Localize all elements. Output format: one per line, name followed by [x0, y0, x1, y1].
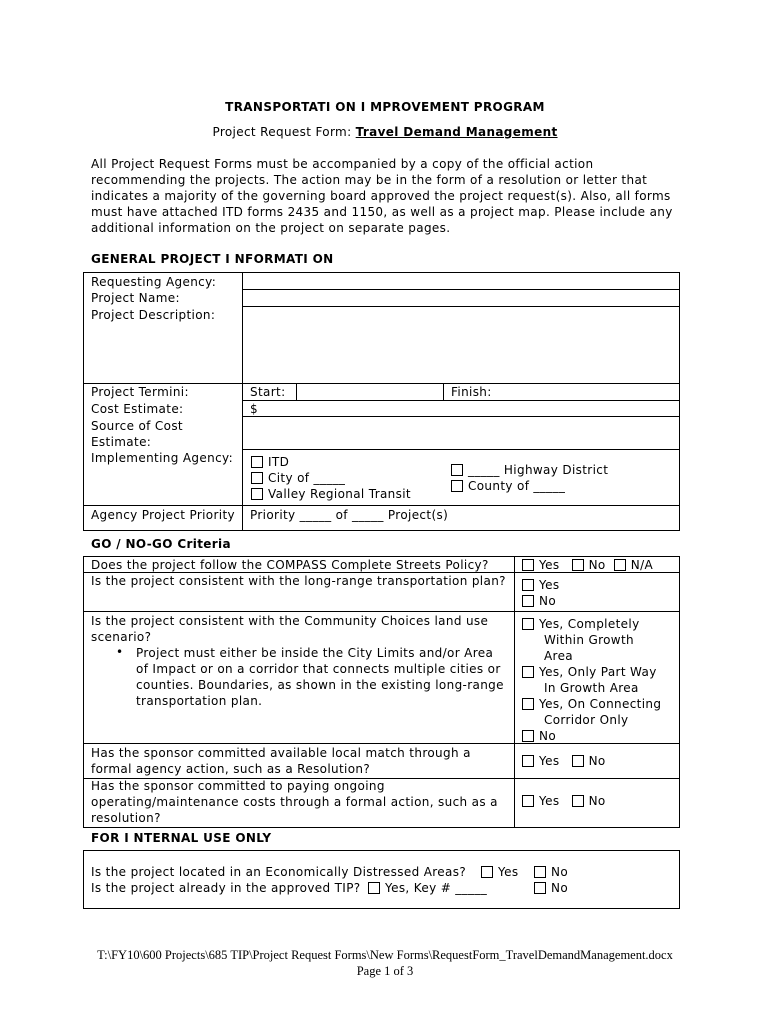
checkbox[interactable] — [251, 488, 263, 500]
gonogo-q3-options — [522, 616, 661, 744]
q3-option-2[interactable] — [522, 664, 661, 680]
finish-field[interactable] — [500, 385, 678, 399]
checkbox[interactable] — [522, 666, 534, 678]
project-name-label: Project Name: — [91, 291, 180, 305]
q1-yes-label: Yes — [539, 558, 560, 572]
checkbox[interactable] — [522, 730, 534, 742]
q4-yes-label: Yes — [539, 754, 560, 768]
checkbox[interactable] — [522, 595, 534, 607]
q4-line: formal agency action, such as a Resolution? — [91, 762, 371, 776]
bullet-icon: • — [116, 645, 124, 659]
q5-line: resolution? — [91, 811, 161, 825]
agency-priority-label: Agency Project Priority — [91, 508, 235, 522]
q3-bullet-line: of Impact or on a corridor that connects multiple cities or — [136, 662, 501, 676]
q3-option-1[interactable] — [522, 616, 661, 632]
implementing-options-left — [251, 454, 411, 502]
row-divider — [242, 400, 680, 401]
q3-option-text: In Growth Area — [544, 681, 639, 695]
row-divider — [83, 505, 680, 506]
q5-line: Has the sponsor committed to paying ongoing — [91, 779, 385, 793]
checkbox[interactable] — [534, 882, 546, 894]
gonogo-q1-options — [522, 558, 653, 572]
intro-line: must have attached ITD forms 2435 and 1150, as well as a project map. Please include any — [91, 205, 673, 219]
gonogo-q4-options — [522, 754, 606, 768]
q1-no-label: No — [588, 558, 606, 572]
impl-vrt-label: Valley Regional Transit — [268, 487, 411, 501]
cost-estimate-field[interactable]: $ — [250, 402, 258, 416]
checkbox[interactable] — [572, 755, 584, 767]
q3-option-text: Within Growth — [544, 633, 634, 647]
checkbox[interactable] — [368, 882, 380, 894]
requesting-agency-label: Requesting Agency: — [91, 275, 217, 289]
source-of-cost-field[interactable] — [244, 418, 678, 448]
q2-yes-option[interactable] — [522, 577, 559, 593]
q3-option-text: No — [539, 729, 557, 743]
project-name-field[interactable] — [244, 291, 678, 305]
termini-divider — [443, 383, 444, 400]
internal-use-box — [83, 850, 680, 909]
gonogo-q2: Is the project consistent with the long-range transportation plan? — [91, 574, 506, 588]
project-description-field[interactable] — [244, 308, 678, 382]
checkbox[interactable] — [614, 559, 626, 571]
row-divider — [242, 449, 680, 450]
footer-page-number: Page 1 of 3 — [356, 964, 414, 978]
row-divider — [242, 416, 680, 417]
implementing-agency-label: Implementing Agency: — [91, 451, 233, 465]
intro-line: indicates a majority of the governing board approved the project request(s). Also, all forms — [91, 189, 671, 203]
impl-county-label: County of _____ — [468, 479, 566, 493]
general-col-divider — [242, 272, 243, 531]
checkbox[interactable] — [522, 579, 534, 591]
impl-highway-label: _____ Highway District — [468, 463, 609, 477]
checkbox[interactable] — [522, 559, 534, 571]
internal-q1-no-label: No — [551, 865, 569, 879]
gonogo-section-heading: GO / NO-GO Criteria — [91, 537, 231, 551]
intro-paragraph — [91, 156, 673, 236]
internal-q2-yes-label: Yes, Key # _____ — [385, 881, 488, 895]
impl-city-label: City of _____ — [268, 471, 346, 485]
q3-option-text: Corridor Only — [544, 713, 629, 727]
footer-file-path: T:\FY10\600 Projects\685 TIP\Project Request Forms\New Forms\RequestForm_TravelDemandManagement.docx — [97, 948, 673, 962]
agency-priority-field[interactable]: Priority _____ of _____ Project(s) — [250, 508, 449, 522]
q3-bullet-line: Project must either be inside the City Limits and/or Area — [136, 646, 494, 660]
subtitle-prefix: Project Request Form: — [212, 125, 352, 139]
gonogo-q1: Does the project follow the COMPASS Complete Streets Policy? — [91, 558, 489, 572]
checkbox[interactable] — [451, 480, 463, 492]
q2-no-option[interactable] — [522, 593, 559, 609]
q3-option-text: Yes, Only Part Way — [539, 665, 657, 679]
checkbox[interactable] — [481, 866, 493, 878]
q4-line: Has the sponsor committed available local match through a — [91, 746, 471, 760]
q3-option-4[interactable] — [522, 728, 661, 744]
project-termini-label: Project Termini: — [91, 385, 189, 399]
q4-no-label: No — [588, 754, 606, 768]
source-of-cost-label — [91, 418, 183, 450]
requesting-agency-field[interactable] — [244, 274, 678, 288]
source-of-cost-line: Source of Cost — [91, 419, 183, 433]
q1-na-label: N/A — [630, 558, 654, 572]
intro-line: recommending the projects. The action may be in the form of a resolution or letter that — [91, 173, 648, 187]
impl-vrt-option[interactable] — [251, 486, 411, 502]
checkbox[interactable] — [251, 456, 263, 468]
q2-yes-label: Yes — [539, 578, 560, 592]
start-field[interactable] — [298, 385, 441, 399]
gonogo-col-divider — [514, 556, 515, 828]
row-divider — [83, 572, 680, 573]
checkbox[interactable] — [522, 618, 534, 630]
q3-line: scenario? — [91, 630, 152, 644]
checkbox[interactable] — [572, 559, 584, 571]
source-of-cost-line: Estimate: — [91, 435, 152, 449]
gonogo-q2-options — [522, 577, 559, 609]
checkbox[interactable] — [534, 866, 546, 878]
project-description-label: Project Description: — [91, 308, 216, 322]
start-label: Start: — [250, 385, 286, 399]
internal-q1-no[interactable] — [534, 865, 568, 879]
q5-no-label: No — [588, 794, 606, 808]
impl-itd-option[interactable] — [251, 454, 411, 470]
q3-line: Is the project consistent with the Community Choices land use — [91, 614, 489, 628]
gonogo-q5 — [91, 778, 498, 826]
internal-q2-yes[interactable] — [368, 881, 487, 895]
termini-divider — [296, 383, 297, 400]
internal-q1-yes-label: Yes — [498, 865, 519, 879]
internal-q2: Is the project already in the approved TIP? — [91, 881, 361, 895]
q3-bullet-text — [136, 645, 504, 709]
row-divider — [242, 289, 680, 290]
row-divider — [242, 306, 680, 307]
impl-highway-option[interactable] — [451, 462, 608, 478]
finish-label: Finish: — [451, 385, 492, 399]
intro-line: additional information on the project on separate pages. — [91, 221, 451, 235]
subtitle-form-type: Travel Demand Management — [355, 125, 558, 139]
intro-line: All Project Request Forms must be accompanied by a copy of the official action — [91, 157, 594, 171]
q3-bullet-line: transportation plan. — [136, 694, 263, 708]
q3-option-text: Yes, Completely — [539, 617, 640, 631]
q3-option-3[interactable] — [522, 696, 661, 712]
gonogo-q3 — [91, 613, 511, 645]
q5-line: operating/maintenance costs through a formal action, such as a — [91, 795, 498, 809]
internal-section-heading: FOR I NTERNAL USE ONLY — [91, 831, 272, 845]
checkbox[interactable] — [522, 755, 534, 767]
gonogo-q4 — [91, 745, 471, 777]
q5-yes-label: Yes — [539, 794, 560, 808]
checkbox[interactable] — [572, 795, 584, 807]
gonogo-q5-options — [522, 794, 606, 808]
form-subtitle — [0, 125, 770, 139]
checkbox[interactable] — [251, 472, 263, 484]
internal-q2-no[interactable] — [534, 881, 568, 895]
checkbox[interactable] — [451, 464, 463, 476]
checkbox[interactable] — [522, 795, 534, 807]
cost-estimate-label: Cost Estimate: — [91, 402, 184, 416]
internal-q1-yes[interactable] — [481, 865, 518, 879]
q3-bullet-line: counties. Boundaries, as shown in the existing long-range — [136, 678, 504, 692]
row-divider — [83, 611, 680, 612]
internal-q2-no-label: No — [551, 881, 569, 895]
page-title: TRANSPORTATI ON I MPROVEMENT PROGRAM — [225, 100, 545, 114]
checkbox[interactable] — [522, 698, 534, 710]
impl-county-option[interactable] — [451, 478, 608, 494]
q3-option-text: Yes, On Connecting — [539, 697, 662, 711]
impl-itd-label: ITD — [268, 455, 290, 469]
internal-q1: Is the project located in an Economically Distressed Areas? — [91, 865, 467, 879]
impl-city-option[interactable] — [251, 470, 411, 486]
q3-option-text: Area — [544, 649, 574, 663]
row-divider — [83, 383, 680, 384]
implementing-options-right — [451, 462, 608, 494]
general-section-heading: GENERAL PROJECT I NFORMATI ON — [91, 252, 334, 266]
q2-no-label: No — [539, 594, 557, 608]
